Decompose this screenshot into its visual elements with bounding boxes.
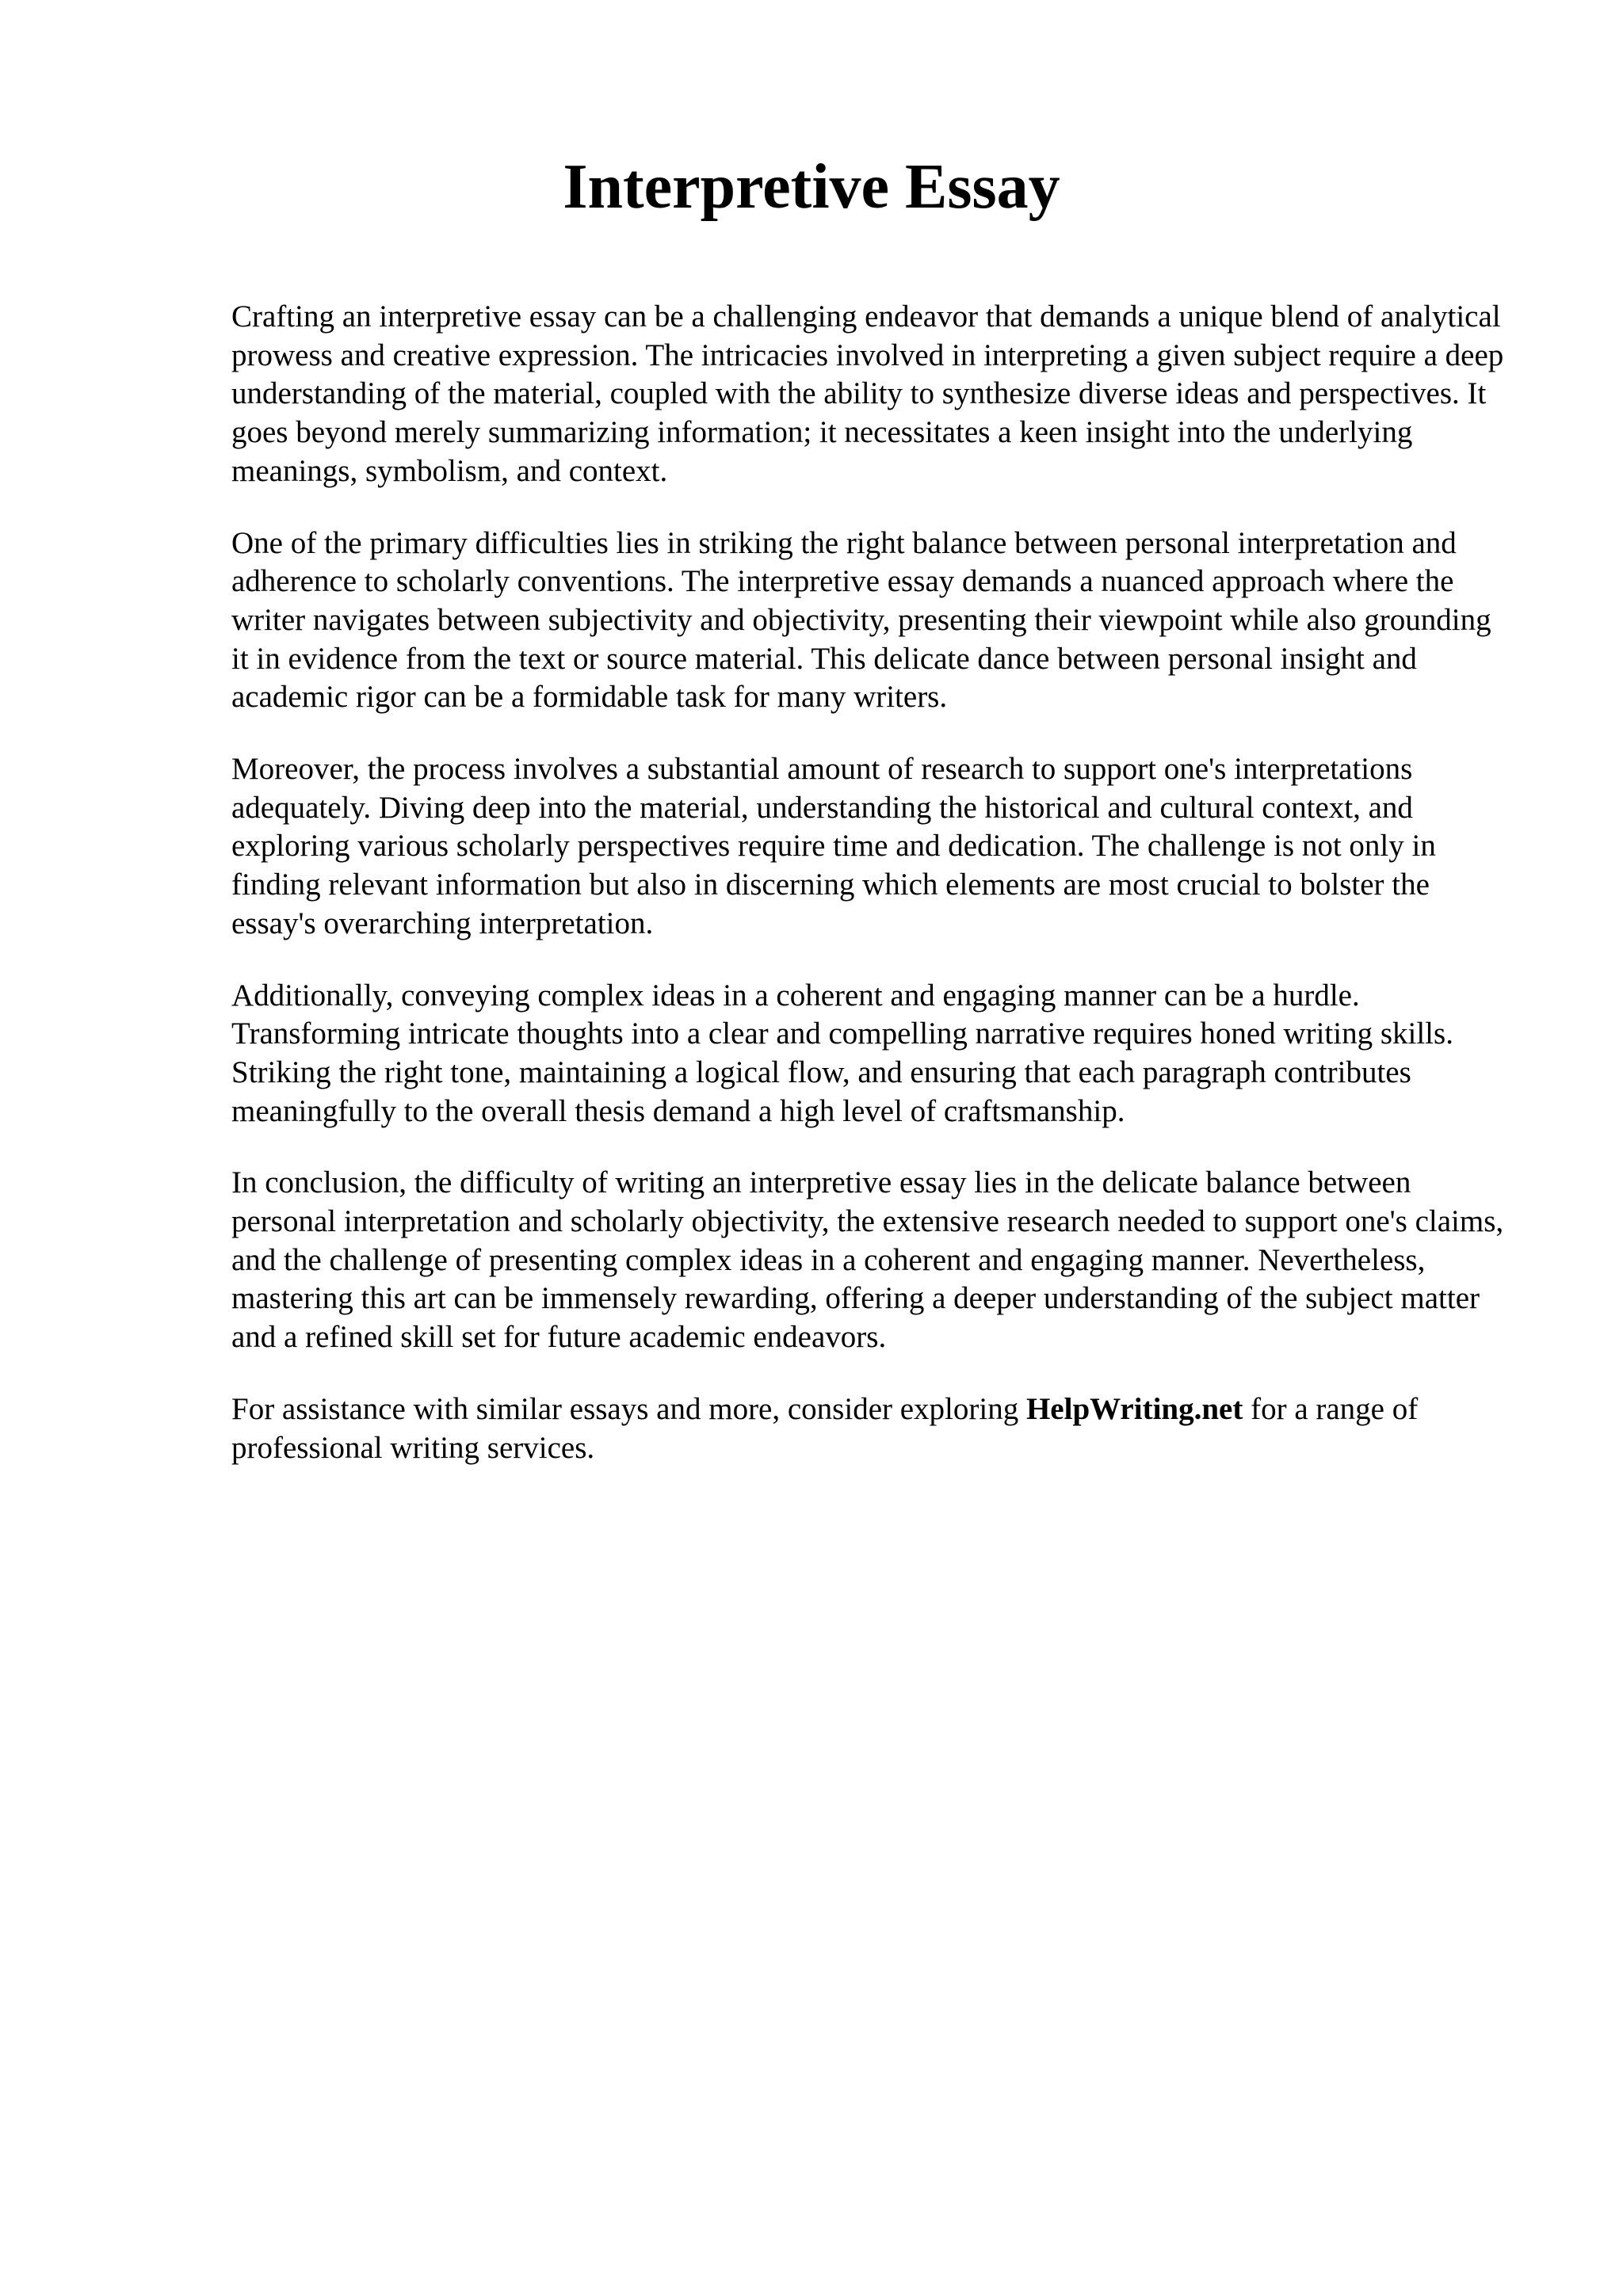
- paragraph-3: Moreover, the process involves a substantial amount of research to support one's interpretations adequately. Diving deep into the material, understanding the historical and cultural context, and exploring various scholarly perspectives require time and dedication. The challenge is not only in finding relevant information but also in discerning which elements are most crucial to bolster the essay's overarching interpretation.: [231, 752, 1436, 940]
- closing-paragraph: [231, 1390, 1515, 1467]
- closing-text-after: for a range of professional writing services.: [231, 1391, 1419, 1465]
- document-title: Interpretive Essay: [563, 152, 1060, 222]
- paragraph-2: One of the primary difficulties lies in striking the right balance between personal interpretation and adherence to scholarly conventions. The interpretive essay demands a nuanced approach where the writer navigates between subjectivity and objectivity, presenting their viewpoint while also grounding it in evidence from the text or source material. This delicate dance between personal insight and academic rigor can be a formidable task for many writers.: [231, 525, 1491, 715]
- paragraph-5: In conclusion, the difficulty of writing an interpretive essay lies in the delicate balance between personal interpretation and scholarly objectivity, the extensive research needed to support one's claims, and the challenge of presenting complex ideas in a coherent and engaging manner. Nevertheless, mastering this art can be immensely rewarding, offering a deeper understanding of the subject matter and a refined skill set for future academic endeavors.: [231, 1165, 1504, 1355]
- paragraph-1: Crafting an interpretive essay can be a challenging endeavor that demands a unique blend of analytical prowess and creative expression. The intricacies involved in interpreting a given subject require a deep understanding of the material, coupled with the ability to synthesize diverse ideas and perspectives. It goes beyond merely summarizing information; it necessitates a keen insight into the underlying meanings, symbolism, and context.: [231, 299, 1504, 488]
- closing-text-before: For assistance with similar essays and more, consider exploring: [231, 1391, 1026, 1426]
- document-body: [231, 298, 1515, 1501]
- paragraph-4: Additionally, conveying complex ideas in a coherent and engaging manner can be a hurdle. Transforming intricate thoughts into a clear and compelling narrative requires honed writing skills. Striking the right tone, maintaining a logical flow, and ensuring that each paragraph contributes meaningfully to the overall thesis demand a high level of craftsmanship.: [231, 978, 1453, 1128]
- helpwriting-link[interactable]: HelpWriting.net: [1025, 1391, 1243, 1426]
